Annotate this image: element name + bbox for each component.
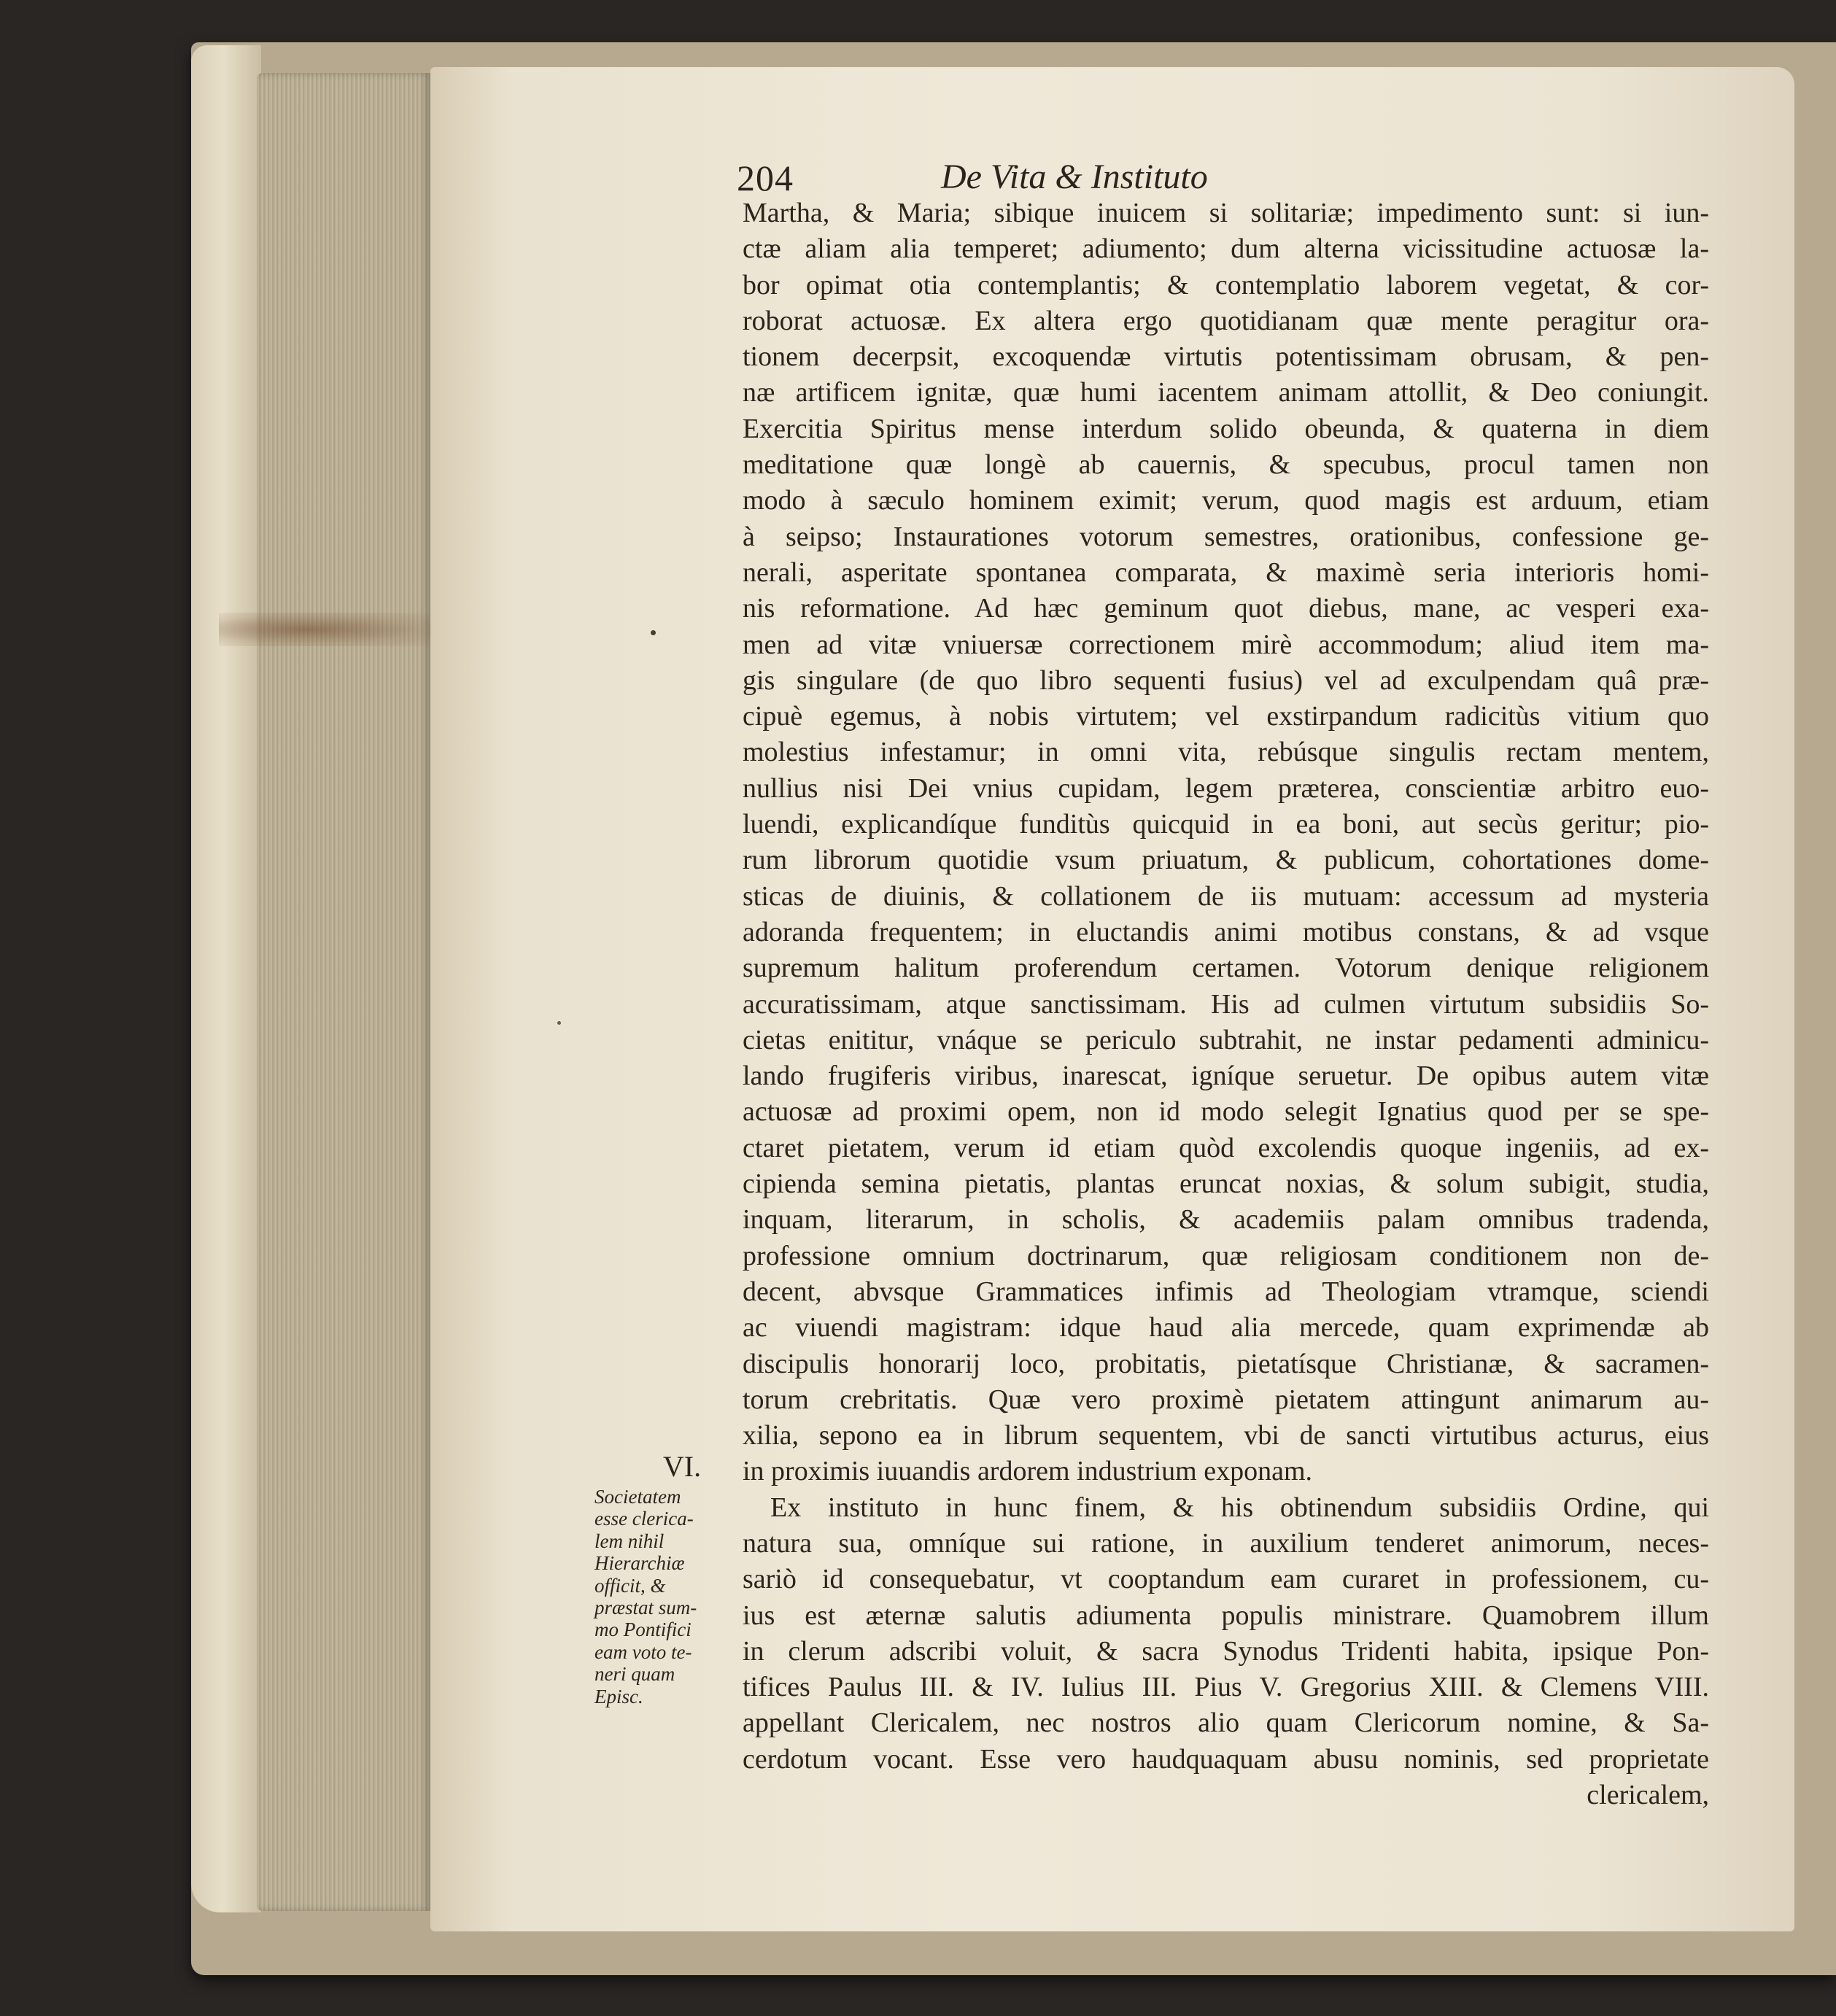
- catchword: clericalem,: [1587, 1780, 1709, 1811]
- text-line: meditatione quæ longè ab cauernis, & specubus, procul tamen non: [743, 449, 1709, 481]
- ink-spot: [651, 630, 656, 635]
- text-line: tionem decerpsit, excoquendæ virtutis potentissimam obrusam, & pen-: [743, 341, 1709, 373]
- text-line: molestius infestamur; in omni vita, rebúsque singulis rectam mentem,: [743, 737, 1709, 768]
- text-line: ac viuendi magistram: idque haud alia mercede, quam exprimendæ ab: [743, 1312, 1709, 1344]
- text-line: xilia, sepono ea in librum sequentem, vbi de sancti virtutibus acturus, eius: [743, 1420, 1709, 1451]
- text-line: inquam, literarum, in scholis, & academiis palam omnibus tradenda,: [743, 1204, 1709, 1236]
- margin-note-line: eam voto te-: [594, 1640, 692, 1663]
- margin-note-lines: [594, 1486, 740, 1707]
- text-line: ctaret pietatem, verum id etiam quòd excolendis quoque ingeniis, ad ex-: [743, 1132, 1709, 1163]
- text-line: discipulis honorarij loco, probitatis, pietatísque Christianæ, & sacramen-: [743, 1348, 1709, 1379]
- text-line: Ex instituto in hunc finem, & his obtinendum subsidiis Ordine, qui: [770, 1492, 1709, 1523]
- text-line: in proximis iuuandis ardorem industrium exponam.: [743, 1456, 1313, 1487]
- page-number: 204: [737, 158, 794, 198]
- main-text: [743, 195, 1709, 1813]
- text-line: nerali, asperitate spontanea comparata, & maximè seria interioris homi-: [743, 557, 1709, 588]
- vellum-cover-edge: [191, 45, 261, 1912]
- text-line: roborat actuosæ. Ex altera ergo quotidianam quæ mente peragitur ora-: [743, 305, 1709, 336]
- text-line: men ad vitæ vniuersæ correctionem mirè accommodum; aliud item ma-: [743, 629, 1709, 660]
- text-line: sariò id consequebatur, vt cooptandum eam curaret in professionem, cu-: [743, 1564, 1709, 1595]
- text-line: cipienda semina pietatis, plantas eruncat noxias, & solum subigit, studia,: [743, 1168, 1709, 1200]
- text-line: decent, abvsque Grammatices infimis ad Theologiam vtramque, sciendi: [743, 1276, 1709, 1307]
- text-line: modo à sæculo hominem eximit; verum, quod magis est arduum, etiam: [743, 485, 1709, 516]
- text-line: actuosæ ad proximi opem, non id modo selegit Ignatius quod per se spe-: [743, 1096, 1709, 1128]
- running-title: De Vita & Instituto: [941, 158, 1208, 196]
- margin-note-line: lem nihil: [594, 1530, 665, 1552]
- text-line: adoranda frequentem; in eluctandis animi motibus constans, & ad vsque: [743, 916, 1709, 947]
- margin-note-line: mo Pontifici: [594, 1618, 692, 1641]
- text-line: nullius nisi Dei vnius cupidam, legem præterea, conscientiæ arbitro euo-: [743, 772, 1709, 804]
- text-line: cietas enititur, vnáque se periculo subtrahit, ne instar pedamenti adminicu-: [743, 1024, 1709, 1055]
- text-line: à seipso; Instaurationes votorum semestres, orationibus, confessione ge-: [743, 521, 1709, 552]
- margin-note-line: Hierarchiæ: [594, 1552, 685, 1575]
- ink-spot: [557, 1021, 561, 1025]
- text-line: rum librorum quotidie vsum priuatum, & publicum, cohortationes dome-: [743, 845, 1709, 876]
- text-line: in clerum adscribi voluit, & sacra Synodus Tridenti habita, ipsique Pon-: [743, 1635, 1709, 1667]
- margin-note-line: neri quam: [594, 1663, 675, 1686]
- page-edge-stain: [219, 613, 438, 646]
- text-line: luendi, explicandíque funditùs quicquid in ea boni, aut secùs geritur; pio-: [743, 809, 1709, 840]
- text-line: tifices Paulus III. & IV. Iulius III. Pius V. Gregorius XIII. & Clemens VIII.: [743, 1672, 1709, 1703]
- text-line: Exercitia Spiritus mense interdum solido obeunda, & quaterna in diem: [743, 413, 1709, 444]
- text-line: gis singulare (de quo libro sequenti fusius) vel ad exculpendam quâ præ-: [743, 664, 1709, 696]
- text-line: cipuè egemus, à nobis virtutem; vel exstirpandum radicitùs vitium quo: [743, 701, 1709, 732]
- text-line: supremum halitum proferendum certamen. Votorum denique religionem: [743, 953, 1709, 984]
- text-line: torum crebritatis. Quæ vero proximè pietatem attingunt animarum au-: [743, 1384, 1709, 1415]
- page-block-edges: [257, 73, 430, 1911]
- text-line: appellant Clericalem, nec nostros alio quam Clericorum nomine, & Sa-: [743, 1707, 1709, 1739]
- margin-note-line: Episc.: [594, 1685, 643, 1707]
- text-line: ius est æternæ salutis adiumenta populis ministrare. Quamobrem illum: [743, 1600, 1709, 1631]
- text-line: cerdotum vocant. Esse vero haudquaquam abusu nominis, sed proprietate: [743, 1743, 1709, 1775]
- text-line: nis reformatione. Ad hæc geminum quot diebus, mane, ac vesperi exa-: [743, 593, 1709, 624]
- margin-note-line: officit, &: [594, 1574, 666, 1597]
- margin-note-line: Societatem: [594, 1486, 681, 1508]
- margin-note-heading: VI.: [662, 1450, 702, 1483]
- margin-note-line: præstat sum-: [594, 1596, 697, 1618]
- text-line: lando frugiferis viribus, inarescat, igníque seruetur. De opibus autem vitæ: [743, 1061, 1709, 1092]
- text-line: Martha, & Maria; sibique inuicem si solitariæ; impedimento sunt: si iun-: [743, 198, 1709, 228]
- margin-note-line: esse clerica-: [594, 1508, 694, 1530]
- text-line: sticas de diuinis, & collationem de iis mutuam: accessum ad mysteria: [743, 880, 1709, 912]
- text-line: bor opimat otia contemplantis; & contemplatio laborem vegetat, & cor-: [743, 269, 1709, 301]
- text-line: accuratissimam, atque sanctissimam. His ad culmen virtutum subsidiis So-: [743, 988, 1709, 1020]
- margin-note: [594, 1448, 740, 1707]
- text-line: næ artificem ignitæ, quæ humi iacentem animam attollit, & Deo coniungit.: [743, 377, 1709, 408]
- text-line: professione omnium doctrinarum, quæ religiosam conditionem non de-: [743, 1240, 1709, 1271]
- text-line: ctæ aliam alia temperet; adiumento; dum alterna vicissitudine actuosæ la-: [743, 233, 1709, 265]
- text-line: natura sua, omníque sui ratione, in auxilium tenderet animorum, neces-: [743, 1527, 1709, 1559]
